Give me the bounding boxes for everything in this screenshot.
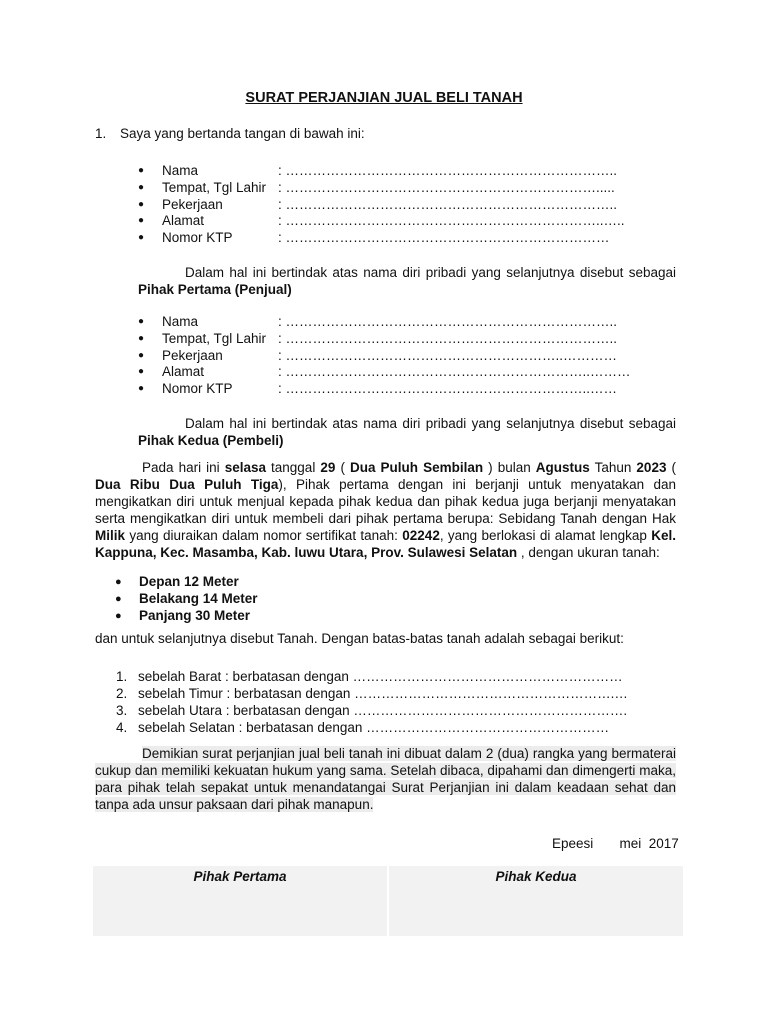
intro-text: Saya yang bertanda tangan di bawah ini: (120, 126, 365, 141)
bullet-icon: ● (138, 198, 145, 210)
bullet-icon: ● (138, 165, 145, 177)
list-item: ● Belakang 14 Meter (115, 591, 258, 606)
date-line: Epeesi mei 2017 (552, 836, 679, 851)
seller-field-birth: ● Tempat, Tgl Lahir : ……………………………………………………………..... (138, 179, 615, 195)
list-item: 3. sebelah Utara : berbatasan dengan ……………………………………………………. (116, 703, 628, 718)
bullet-icon: ● (138, 383, 145, 395)
boundaries-intro: dan untuk selanjutnya disebut Tanah. Dengan batas-batas tanah adalah sebagai berikut: (95, 631, 624, 646)
bullet-icon: ● (138, 181, 145, 193)
bullet-icon: ● (138, 366, 145, 378)
seller-fields (138, 163, 625, 247)
bullet-icon: ● (138, 215, 145, 227)
buyer-field-address: ● Alamat : …………………………………………………………..……… (138, 364, 631, 380)
bullet-icon: ● (138, 349, 145, 361)
seller-role-paragraph: Dalam hal ini bertindak atas nama diri pribadi yang selanjutnya disebut sebagai Pihak Pertama (Penjual) (138, 265, 676, 297)
list-item: ● Depan 12 Meter (115, 574, 239, 589)
closing-paragraph: Demikian surat perjanjian jual beli tanah ini dibuat dalam 2 (dua) rangka yang bermaterai cukup dan memiliki kekuatan hukum yang sama. Setelah dibaca, dipahami dan dimengerti maka, para pihak telah sepakat untuk menandatangai Surat Perjanjian ini dalam keadaan sehat dan tanpa ada unsur paksaan dari pihak manapun. (95, 746, 676, 812)
list-item: 1. sebelah Barat : berbatasan dengan …………………………………………………… (116, 669, 623, 684)
list-item: 2. sebelah Timur : berbatasan dengan ………………………………………………….… (116, 686, 628, 701)
buyer-field-name: ● Nama : ……………………………………………………………….. (138, 314, 618, 329)
bullet-icon: ● (115, 575, 122, 588)
seller-field-job: ● Pekerjaan : ……………………………………………………………….. (138, 196, 618, 212)
buyer-field-birth: ● Tempat, Tgl Lahir : ……………………………………………………………….. (138, 330, 618, 346)
signature-table (93, 866, 683, 936)
signature-second-party: Pihak Kedua (387, 866, 683, 936)
bullet-icon: ● (138, 232, 145, 244)
signature-first-party: Pihak Pertama (93, 866, 387, 936)
buyer-party-label: Pihak Kedua (Pembeli) (138, 433, 284, 448)
land-dimensions-list (115, 573, 258, 624)
agreement-paragraph: Pada hari ini selasa tanggal 29 ( Dua Puluh Sembilan ) bulan Agustus Tahun 2023 ( Dua Ribu Dua Puluh Tiga), Pihak pertama dengan ini berjanji untuk menyatakan dan mengikatkan diri untuk menjual kepada pihak kedua dan pihak kedua juga berjanji menyatakan serta mengikatkan diri untuk membeli dari pihak pertama berupa: Sebidang Tanah dengan Hak Milik yang diuraikan dalam nomor sertifikat tanah: 02242, yang berlokasi di alamat lengkap Kel. Kappuna, Kec. Masamba, Kab. luwu Utara, Prov. Sulawesi Selatan , dengan ukuran tanah: (95, 460, 677, 560)
bullet-icon: ● (138, 316, 145, 328)
seller-field-ktp: ● Nomor KTP : ……………………………………………………………… (138, 230, 610, 246)
boundaries-list (116, 668, 628, 736)
bullet-icon: ● (138, 332, 145, 344)
buyer-field-job: ● Pekerjaan : ……………………………………………………..………… (138, 347, 618, 363)
bullet-icon: ● (115, 609, 122, 622)
list-item: 4. sebelah Selatan : berbatasan dengan ……………………………………………… (116, 720, 610, 735)
document-title: SURAT PERJANJIAN JUAL BELI TANAH (245, 90, 523, 106)
seller-field-name: ● Nama : ……………………………………………………………….. (138, 163, 618, 178)
seller-party-label: Pihak Pertama (Penjual) (138, 282, 292, 297)
bullet-icon: ● (115, 592, 122, 605)
intro-line (95, 126, 365, 141)
seller-field-address: ● Alamat : ……………………………………………………………..….. (138, 213, 625, 229)
buyer-fields (138, 314, 631, 398)
list-item: ● Panjang 30 Meter (115, 608, 251, 623)
buyer-field-ktp: ● Nomor KTP : …………………………………………………………..…… (138, 381, 618, 397)
intro-number: 1. (95, 126, 107, 141)
buyer-role-paragraph: Dalam hal ini bertindak atas nama diri pribadi yang selanjutnya disebut sebagai Pihak Kedua (Pembeli) (138, 416, 676, 448)
